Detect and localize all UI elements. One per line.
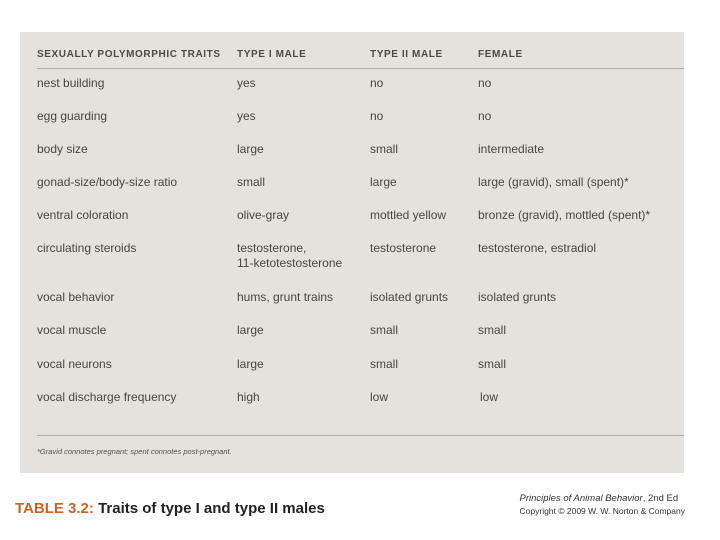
type-ii-cell: large <box>370 175 397 189</box>
type-i-cell-line-1: testosterone, <box>237 241 307 255</box>
type-i-cell: hums, grunt trains <box>237 290 334 304</box>
credit-book-line <box>520 493 685 504</box>
table-panel <box>20 32 684 473</box>
table-footnote: *Gravid connotes pregnant; spent connotes post-pregnant. <box>37 447 232 456</box>
caption-text: Traits of type I and type II males <box>93 500 325 517</box>
female-cell: no <box>478 76 492 90</box>
type-i-cell: large <box>237 357 264 371</box>
female-cell: intermediate <box>478 142 545 156</box>
credit-copyright: Copyright © 2009 W. W. Norton & Company <box>519 506 685 516</box>
trait-cell: egg guarding <box>37 109 108 123</box>
trait-cell: nest building <box>37 76 105 90</box>
book-title: Principles of Animal Behavior <box>519 493 643 504</box>
type-ii-cell: small <box>370 142 399 156</box>
source-credit <box>520 493 685 516</box>
type-ii-cell: low <box>370 390 389 404</box>
trait-cell: ventral coloration <box>37 208 129 222</box>
trait-cell: vocal muscle <box>37 323 107 337</box>
table-row <box>20 109 684 142</box>
type-ii-cell: no <box>370 109 384 123</box>
type-ii-cell: isolated grunts <box>370 290 449 304</box>
type-ii-cell: mottled yellow <box>370 208 447 222</box>
table-row <box>20 323 684 356</box>
header-traits: SEXUALLY POLYMORPHIC TRAITS <box>37 49 221 60</box>
female-cell: large (gravid), small (spent)* <box>478 175 629 189</box>
table-header <box>20 32 684 76</box>
table-row <box>20 175 684 208</box>
female-cell: no <box>478 109 492 123</box>
table-row <box>20 208 684 241</box>
type-ii-cell: small <box>370 357 399 371</box>
trait-cell: vocal discharge frequency <box>37 390 177 404</box>
type-i-cell: high <box>237 390 260 404</box>
type-i-cell-line-2: 11-ketotestosterone <box>237 256 343 270</box>
type-i-cell: large <box>237 323 264 337</box>
type-i-cell: large <box>237 142 264 156</box>
caption-number: TABLE 3.2: <box>15 500 94 517</box>
trait-cell: vocal neurons <box>37 357 112 371</box>
female-cell: bronze (gravid), mottled (spent)* <box>478 208 651 222</box>
table-row <box>20 357 684 390</box>
table-caption <box>15 500 325 517</box>
female-cell: small <box>478 357 507 371</box>
table-row <box>20 241 684 289</box>
table-row <box>20 290 684 323</box>
footer-divider <box>37 435 684 436</box>
type-ii-cell: testosterone <box>370 241 437 255</box>
type-i-cell: olive-gray <box>237 208 290 222</box>
table-row <box>20 76 684 109</box>
female-cell: isolated grunts <box>478 290 557 304</box>
table-row <box>20 142 684 175</box>
header-divider <box>37 68 684 69</box>
female-cell: testosterone, estradiol <box>478 241 597 255</box>
type-i-cell: yes <box>237 76 256 90</box>
header-type-i-male: TYPE I MALE <box>237 49 307 60</box>
trait-cell: body size <box>37 142 88 156</box>
header-type-ii-male: TYPE II MALE <box>370 49 443 60</box>
trait-cell: circulating steroids <box>37 241 137 255</box>
type-i-cell: small <box>237 175 266 189</box>
type-ii-cell: no <box>370 76 384 90</box>
type-ii-cell: small <box>370 323 399 337</box>
trait-cell: vocal behavior <box>37 290 115 304</box>
trait-cell: gonad-size/body-size ratio <box>37 175 178 189</box>
type-i-cell: yes <box>237 109 256 123</box>
female-cell: small <box>478 323 507 337</box>
type-i-cell <box>237 241 342 271</box>
header-female: FEMALE <box>478 49 523 60</box>
table-row <box>20 390 684 423</box>
book-edition: , 2nd Ed <box>642 493 679 504</box>
female-cell: low <box>480 390 499 404</box>
